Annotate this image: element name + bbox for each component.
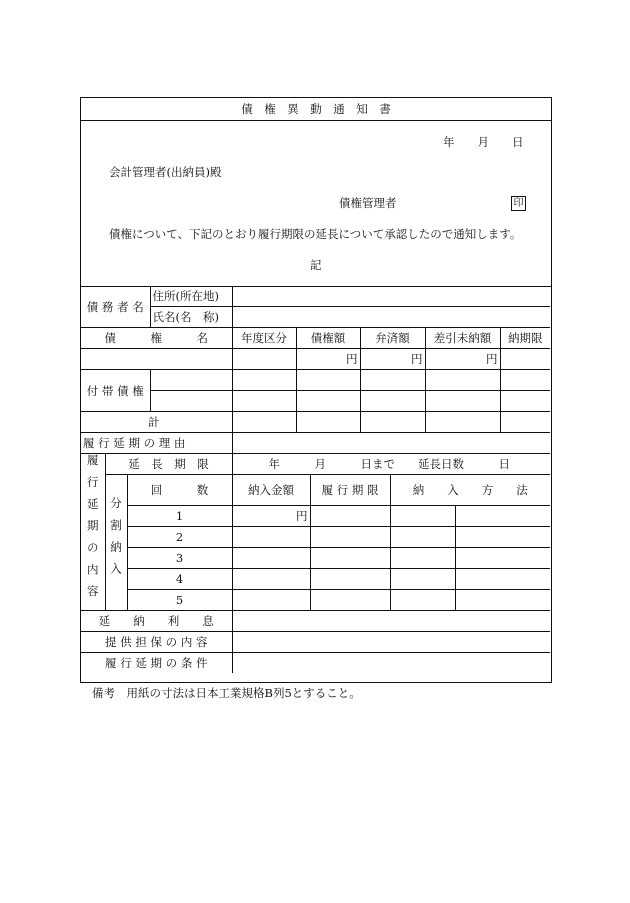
- performance-deadline-field[interactable]: [310, 526, 390, 547]
- table-cell[interactable]: [425, 391, 500, 412]
- fiscal-year-header: 年度区分: [232, 328, 296, 349]
- due-date-field[interactable]: [500, 349, 550, 370]
- performance-deadline-field[interactable]: [310, 568, 390, 589]
- payment-amount-field[interactable]: [232, 568, 310, 589]
- total-label: 計: [81, 412, 232, 433]
- extension-content-label-text: 履行延期の内容: [85, 454, 100, 607]
- table-cell[interactable]: [296, 370, 360, 391]
- table-cell[interactable]: [360, 391, 425, 412]
- ki-label: 記: [310, 258, 322, 272]
- performance-deadline-field[interactable]: [310, 589, 390, 610]
- payment-method-header: 納 入 方 法: [390, 475, 550, 506]
- total-cell[interactable]: [500, 412, 550, 433]
- form-header: [81, 98, 551, 121]
- seal-icon: 印: [511, 196, 526, 211]
- payment-amount-field[interactable]: [232, 589, 310, 610]
- payment-method-field[interactable]: [455, 568, 550, 589]
- payment-method-field[interactable]: [390, 589, 455, 610]
- form-grid: [81, 286, 550, 673]
- payment-amount-header: 納入金額: [232, 475, 310, 506]
- attached-claim-label: 付 帯 債 権: [81, 370, 150, 412]
- reason-field[interactable]: [232, 433, 550, 454]
- total-cell[interactable]: [232, 412, 296, 433]
- installment-number: 3: [127, 547, 232, 568]
- installment-number: 4: [127, 568, 232, 589]
- installment-number: 1: [127, 505, 232, 526]
- table-cell[interactable]: [296, 391, 360, 412]
- table-cell[interactable]: [232, 391, 296, 412]
- date-line: 年 月 日: [443, 135, 524, 149]
- table-cell[interactable]: [500, 391, 550, 412]
- name-label: 氏名(名 称): [150, 307, 232, 328]
- split-payment-label-text: 分割納入: [109, 497, 123, 585]
- performance-deadline-field[interactable]: [310, 547, 390, 568]
- payment-method-field[interactable]: [390, 526, 455, 547]
- footnote: 備考 用紙の寸法は日本工業規格B列5とすること。: [92, 686, 361, 700]
- claim-name-field[interactable]: [81, 349, 232, 370]
- payment-method-field[interactable]: [455, 547, 550, 568]
- split-payment-label: [105, 475, 127, 611]
- claim-name-header: 債 権 名: [81, 328, 232, 349]
- payment-amount-field[interactable]: [232, 526, 310, 547]
- performance-deadline-header: 履 行 期 限: [310, 475, 390, 506]
- extension-period-field[interactable]: 年 月 日まで 延長日数 日: [232, 454, 550, 475]
- fiscal-year-field[interactable]: [232, 349, 296, 370]
- count-header: 回 数: [127, 475, 232, 506]
- total-cell[interactable]: [360, 412, 425, 433]
- repaid-amount-header: 弁済額: [360, 328, 425, 349]
- form-title: 債 権 異 動 通 知 書: [241, 102, 391, 116]
- due-date-header: 納期限: [500, 328, 550, 349]
- total-cell[interactable]: [296, 412, 360, 433]
- collateral-field[interactable]: [232, 631, 550, 652]
- address-field[interactable]: [232, 286, 550, 307]
- extension-period-label: 延 長 期 限: [105, 454, 232, 475]
- address-label: 住所(所在地): [150, 286, 232, 307]
- deferred-interest-label: 延 納 利 息: [81, 610, 232, 631]
- table-cell[interactable]: [500, 370, 550, 391]
- total-cell[interactable]: [425, 412, 500, 433]
- table-cell[interactable]: [360, 370, 425, 391]
- unpaid-amount-header: 差引未納額: [425, 328, 500, 349]
- claim-amount-field[interactable]: 円: [296, 349, 360, 370]
- addressee: 会計管理者(出納員)殿: [109, 165, 222, 179]
- installment-number: 5: [127, 589, 232, 610]
- payment-amount-field[interactable]: [232, 547, 310, 568]
- issuer-label: 債権管理者: [339, 196, 397, 210]
- reason-label: 履 行 延 期 の 理 由: [81, 433, 232, 454]
- extension-content-label: [81, 454, 105, 611]
- intro-section: [81, 120, 551, 287]
- table-cell[interactable]: [232, 370, 296, 391]
- payment-method-field[interactable]: [455, 526, 550, 547]
- payment-method-field[interactable]: [390, 505, 455, 526]
- notice-form: [80, 97, 552, 683]
- extension-conditions-label: 履 行 延 期 の 条 件: [81, 652, 232, 673]
- payment-method-field[interactable]: [390, 547, 455, 568]
- payment-method-field[interactable]: [390, 568, 455, 589]
- attached-claim-name-field[interactable]: [150, 370, 232, 391]
- deferred-interest-field[interactable]: [232, 610, 550, 631]
- attached-claim-name-field[interactable]: [150, 391, 232, 412]
- repaid-amount-field[interactable]: 円: [360, 349, 425, 370]
- payment-amount-field[interactable]: 円: [232, 505, 310, 526]
- body-text: 債権について、下記のとおり履行期限の延長について承認したので通知します。: [109, 227, 522, 241]
- unpaid-amount-field[interactable]: 円: [425, 349, 500, 370]
- payment-method-field[interactable]: [455, 589, 550, 610]
- collateral-label: 提 供 担 保 の 内 容: [81, 631, 232, 652]
- claim-amount-header: 債権額: [296, 328, 360, 349]
- table-cell[interactable]: [425, 370, 500, 391]
- performance-deadline-field[interactable]: [310, 505, 390, 526]
- extension-conditions-field[interactable]: [232, 652, 550, 673]
- payment-method-field[interactable]: [455, 505, 550, 526]
- debtor-label: 債 務 者 名: [81, 286, 150, 328]
- name-field[interactable]: [232, 307, 550, 328]
- installment-number: 2: [127, 526, 232, 547]
